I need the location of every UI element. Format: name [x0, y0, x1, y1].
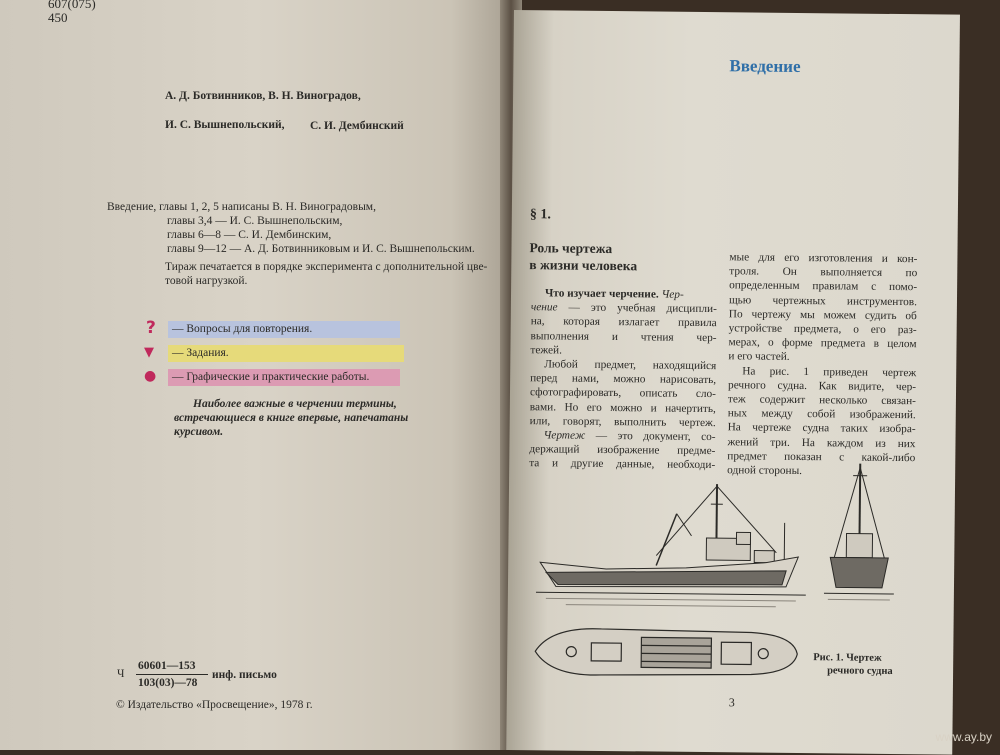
- text-line: устройстве предмета, о его раз-: [729, 321, 917, 337]
- text-line: Чертеж — это документ, со-: [529, 428, 715, 444]
- text-line: щью чертежных инструментов.: [729, 293, 917, 309]
- text-line: одной стороны.: [727, 463, 915, 479]
- text-line: определенным правилам с помо-: [729, 279, 917, 295]
- ship-front-view-illustration: [824, 461, 896, 612]
- ship-top-view-illustration: [531, 622, 802, 683]
- text-line: ных между собой изображений.: [728, 406, 916, 422]
- italic-note-line-1: Наиболее важные в черчении термины,: [193, 397, 397, 411]
- text-line: перед нами, можно нарисовать,: [530, 371, 716, 387]
- legend-tasks: — Задания.: [172, 345, 229, 362]
- text-line: выполнения и чтения чер-: [531, 329, 717, 345]
- right-page: [506, 10, 960, 755]
- text-line: троля. Он выполняется по: [729, 264, 917, 280]
- credits-line-4: главы 9—12 — А. Д. Ботвинниковым и И. С. Вышнепольским.: [167, 242, 475, 256]
- figure-caption-line-2: речного судна: [827, 664, 893, 678]
- text-line: На рис. 1 приведен чертеж: [728, 364, 916, 380]
- ship-side-view-illustration: [536, 472, 807, 615]
- section-title-line-2: в жизни человека: [529, 256, 637, 274]
- catalog-numerator: 60601—153: [138, 659, 196, 673]
- watermark: www.ay.by: [936, 730, 992, 744]
- page-number: 3: [729, 695, 735, 710]
- text-line: мые для его изготовления и кон-: [729, 250, 917, 266]
- catalog-suffix: инф. письмо: [212, 668, 277, 682]
- text-line: и его частей.: [728, 350, 916, 366]
- section-number: § 1.: [530, 207, 551, 223]
- catalog-prefix: Ч: [117, 667, 124, 681]
- text-column-1: [529, 286, 717, 473]
- italic-note-line-3: курсивом.: [174, 425, 223, 439]
- text-line: вами. Но его можно и начертить,: [530, 400, 716, 416]
- question-icon: ?: [146, 318, 156, 338]
- chapter-heading: Введение: [729, 56, 800, 77]
- credits-line-3: главы 6—8 — С. И. Дембинским,: [167, 228, 331, 242]
- copyright: © Издательство «Просвещение», 1978 г.: [116, 698, 313, 712]
- circle-icon: ●: [144, 368, 156, 384]
- text-line: Любой предмет, находящийся: [530, 357, 716, 373]
- bbk-code: 450: [48, 11, 68, 25]
- text-line: Что изучает черчение.: [545, 287, 659, 300]
- authors-line-1: А. Д. Ботвинников, В. Н. Виноградов,: [165, 89, 361, 103]
- circulation-line-1: Тираж печатается в порядке эксперимента с дополнительной цве-: [165, 260, 487, 274]
- text-line: Чертеж: [543, 429, 585, 441]
- credits-line-2: главы 3,4 — И. С. Вышнепольским,: [167, 214, 342, 228]
- italic-note-line-2: встречающиеся в книге впервые, напечатаны: [174, 411, 408, 425]
- text-line: Чер-: [661, 289, 683, 301]
- authors-line-2b: С. И. Дембинский: [310, 119, 404, 133]
- text-line: тежей.: [530, 343, 716, 359]
- text-line: держащий изображение предме-: [529, 442, 715, 458]
- text-line: мерах, о форме предмета в целом: [728, 335, 916, 351]
- text-line: чение — это учебная дисципли-: [531, 300, 717, 316]
- text-line: на, которая излагает правила: [531, 315, 717, 331]
- udc-code: 607(075): [48, 0, 96, 11]
- text-line: или, говорят, выполнить чертеж.: [530, 414, 716, 430]
- credits-line-1: Введение, главы 1, 2, 5 написаны В. Н. Виноградовым,: [107, 200, 376, 214]
- text-line: теж содержит несколько связан-: [728, 392, 916, 408]
- legend-questions: — Вопросы для повторения.: [172, 321, 312, 338]
- text-line: По чертежу мы можем судить об: [729, 307, 917, 323]
- authors-line-2a: И. С. Вышнепольский,: [165, 118, 284, 132]
- text-line: сфотографировать, описать сло-: [530, 386, 716, 402]
- fraction-line: [136, 674, 208, 675]
- text-line: жений три. На каждом из них: [727, 435, 915, 451]
- text-line: чение: [531, 301, 558, 313]
- triangle-icon: ▼: [144, 345, 154, 360]
- circulation-line-2: товой нагрузкой.: [165, 274, 247, 288]
- text-line: та и другие данные, необходи-: [529, 457, 715, 473]
- text-line: речного судна. Как видите, чер-: [728, 378, 916, 394]
- text-column-2: [727, 250, 917, 479]
- text-line: На чертеже судна таких изобра-: [728, 421, 916, 437]
- text-line: предмет показан с какой-либо: [727, 449, 915, 465]
- section-title-line-1: Роль чертежа: [529, 239, 612, 257]
- legend-works: — Графические и практические работы.: [172, 369, 369, 386]
- figure-caption-line-1: Рис. 1. Чертеж: [813, 651, 882, 665]
- catalog-denominator: 103(03)—78: [138, 676, 197, 690]
